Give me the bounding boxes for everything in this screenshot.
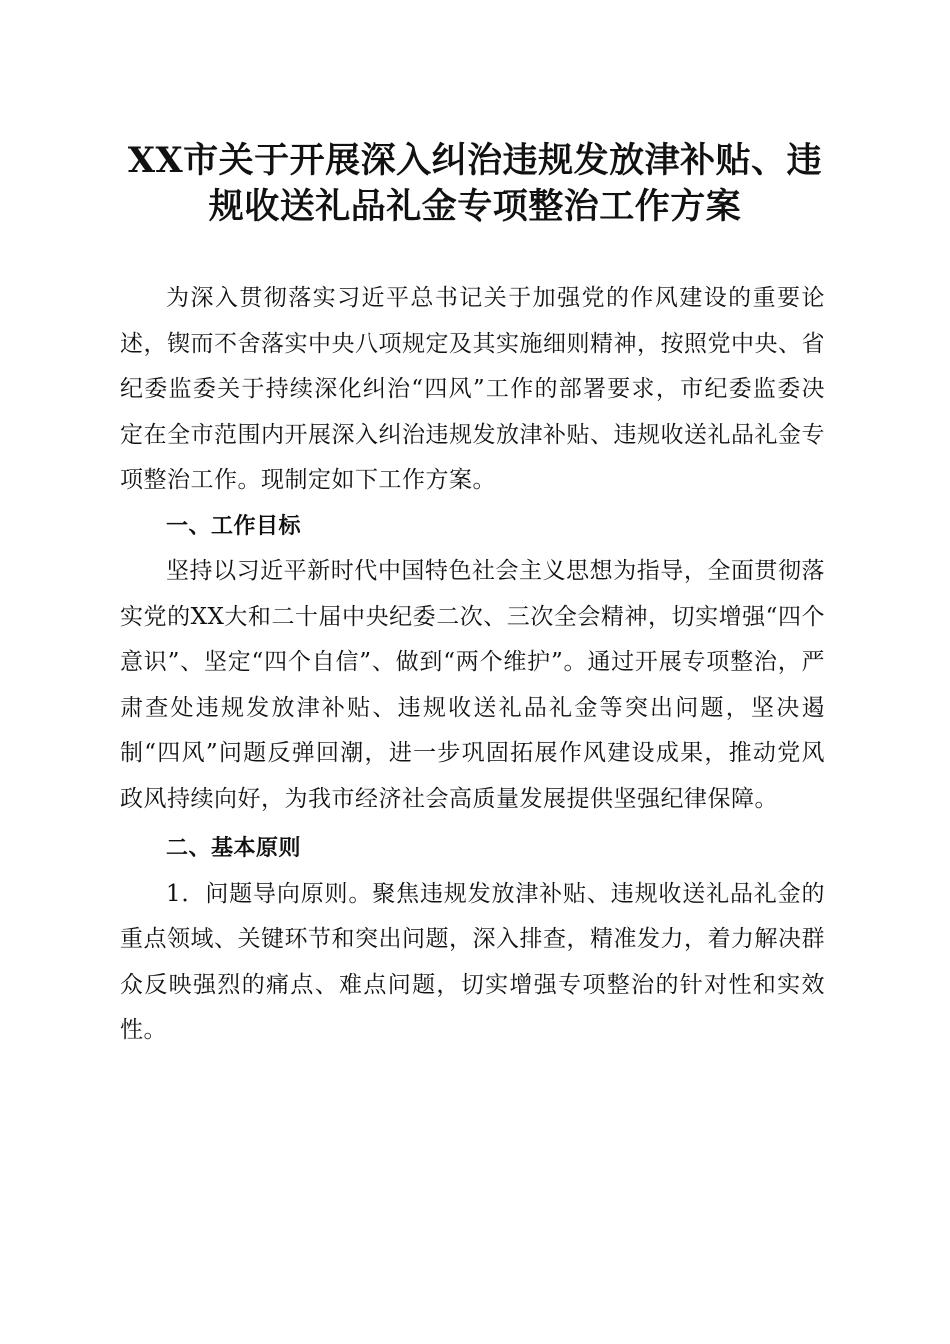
document-title [100, 138, 850, 230]
intro-paragraph: 为深入贯彻落实习近平总书记关于加强党的作风建设的重要论述，锲而不舍落实中央八项规定及其实施细则精神，按照党中央、省纪委监委关于持续深化纠治“四风”工作的部署要求，市纪委监委决定在全市范围内开展深入纠治违规发放津补贴、违规收送礼品礼金专项整治工作。现制定如下工作方案。 [120, 285, 825, 493]
section-heading-principles: 二、基本原则 [166, 836, 302, 861]
goals-paragraph: 坚持以习近平新时代中国特色社会主义思想为指导，全面贯彻落实党的XX大和二十届中央纪委二次、三次全会精神，切实增强“四个意识”、坚定“四个自信”、做到“两个维护”。通过开展专项整治，严肃查处违规发放津补贴、违规收送礼品礼金等突出问题，坚决遏制“四风”问题反弹回潮，进一步巩固拓展作风建设成果，推动党风政风持续向好，为我市经济社会高质量发展提供坚强纪律保障。 [120, 558, 825, 812]
section-heading-goals: 一、工作目标 [166, 513, 302, 539]
document-body [120, 276, 825, 1054]
title-line-1: XX市关于开展深入纠治违规发放津补贴、违 [127, 140, 823, 181]
title-line-2: 规收送礼品礼金专项整治工作方案 [208, 186, 742, 227]
principle-item-1: 1．问题导向原则。聚焦违规发放津补贴、违规收送礼品礼金的重点领域、关键环节和突出问题，深入排查，精准发力，着力解决群众反映强烈的痛点、难点问题，切实增强专项整治的针对性和实效性。 [120, 880, 825, 1043]
